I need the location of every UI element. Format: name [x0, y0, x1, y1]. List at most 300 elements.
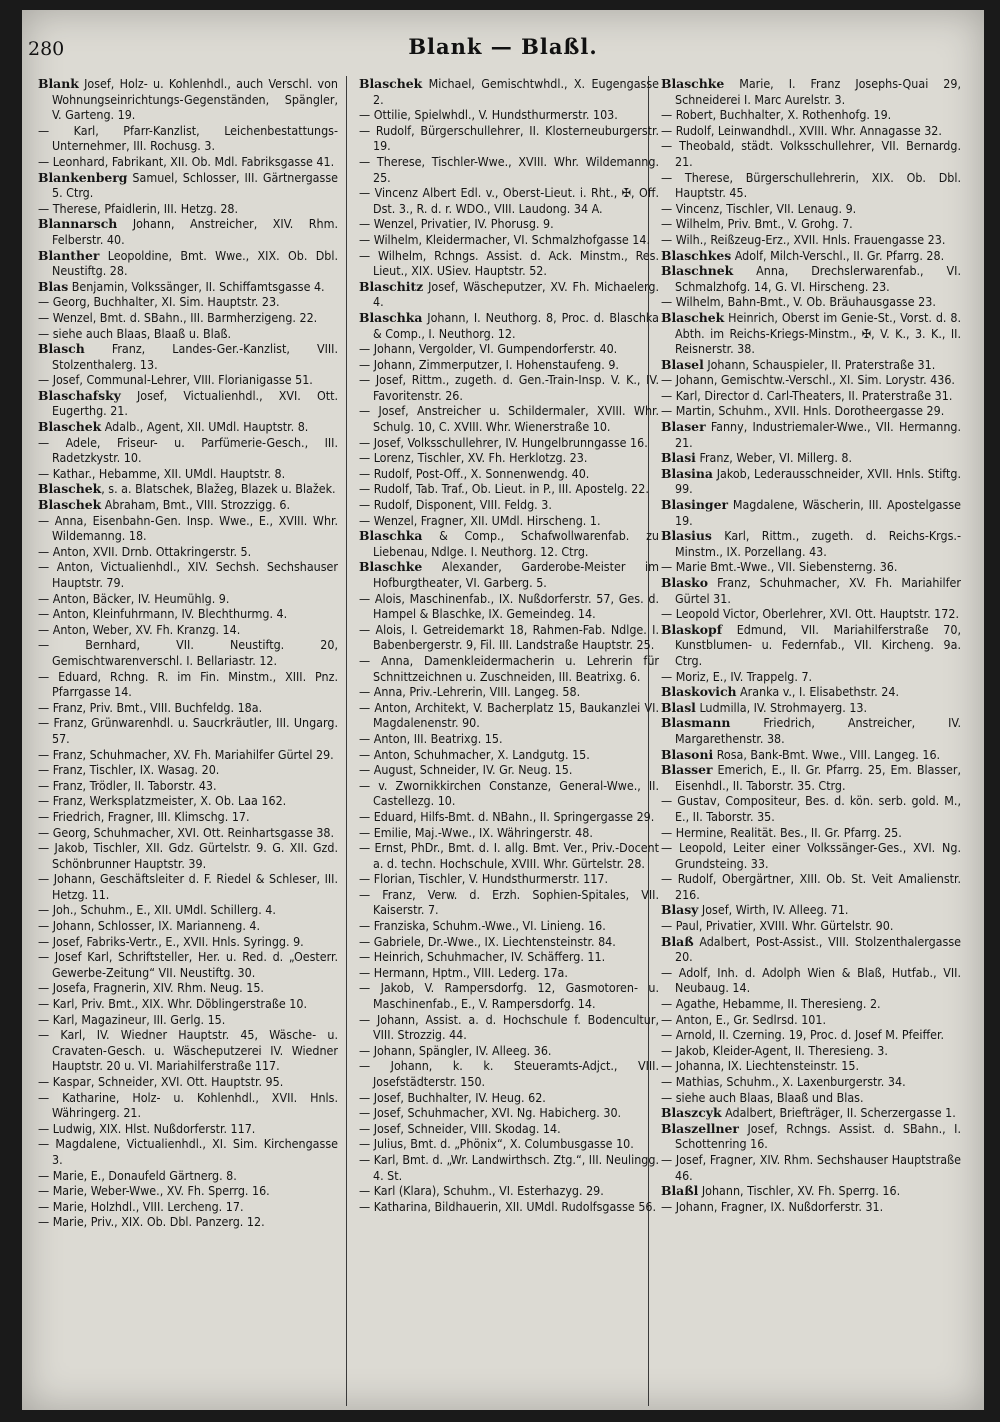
entry-text: Josef, Wäscheputzer, XV. Fh. Michaelerg. 4. [373, 278, 659, 310]
entry-text: — Franz, Trödler, II. Taborstr. 43. [38, 777, 217, 793]
entry-text: — Leopold Victor, Oberlehrer, XVI. Ott. Hauptstr. 172. [661, 606, 959, 622]
entry-text: — Anton, Kleinfuhrmann, IV. Blechthurmg. 4. [38, 606, 288, 622]
entry-text: & Comp., Schafwollwarenfab. zu Liebenau, Ndlge. I. Neuthorg. 12. Ctrg. [373, 528, 659, 559]
directory-entry [38, 996, 338, 1012]
entry-text: — Bernhard, VII. Neustiftg. 20, Gemischtwarenverschl. I. Bellariastr. 12. [38, 637, 338, 668]
directory-entry [38, 201, 338, 217]
entry-text: — Johann, Schlosser, IX. Marianneng. 4. [38, 918, 261, 934]
entry-text: — Johanna, IX. Liechtensteinstr. 15. [661, 1058, 860, 1074]
directory-entry [359, 372, 659, 403]
entry-text: — Wilhelm, Kleidermacher, VI. Schmalzhofgasse 14. [359, 231, 651, 247]
entry-text: — Marie, E., Donaufeld Gärtnerg. 8. [38, 1167, 237, 1183]
directory-entry [661, 575, 961, 606]
directory-entry [359, 731, 659, 747]
entry-text: — Anna, Eisenbahn-Gen. Insp. Wwe., E., XVIII. Whr. Wildemanng. 18. [38, 512, 338, 544]
directory-entry [38, 279, 338, 295]
directory-entry [359, 1152, 659, 1183]
entry-text: — Katharine, Holz- u. Kohlenhdl., XVII. Hnls. Währingerg. 21. [38, 1089, 338, 1121]
directory-entry [38, 793, 338, 809]
page-number: 280 [28, 38, 65, 60]
entry-text: — Jakob, Tischler, XII. Gdz. Gürtelstr. 9. G. XII. Gzd. Schönbrunner Hauptstr. 39. [38, 840, 338, 871]
entry-text: Samuel, Schlosser, III. Gärtnergasse 5. Ctrg. [52, 169, 338, 201]
directory-entry [359, 825, 659, 841]
entry-text: — Anton, Victualienhdl., XIV. Sechsh. Sechshauser Hauptstr. 79. [38, 559, 338, 590]
entry-text: Alexander, Garderobe-Meister im Hofburgtheater, VI. Garberg. 5. [373, 559, 659, 590]
entry-surname: Blas [38, 278, 69, 294]
directory-entry [38, 544, 338, 560]
directory-entry [38, 1012, 338, 1028]
entry-text: — Gustav, Compositeur, Bes. d. kön. serb. gold. M., E., II. Taborstr. 35. [661, 793, 961, 824]
entry-text: — Julius, Bmt. d. „Phönix“, X. Columbusgasse 10. [359, 1136, 634, 1152]
directory-entry [38, 310, 338, 326]
entry-text: — Georg, Schuhmacher, XVI. Ott. Reinhartsgasse 38. [38, 824, 335, 840]
entry-text: — Franz, Verw. d. Erzh. Sophien-Spitales, VII. Kaiserstr. 7. [359, 886, 659, 918]
directory-entry [661, 700, 961, 716]
directory-entry [38, 216, 338, 247]
entry-text: — Karl (Klara), Schuhm., VI. Esterhazyg. 29. [359, 1183, 604, 1199]
entry-text: — Wilhelm, Priv. Bmt., V. Grohg. 7. [661, 216, 853, 232]
directory-entry [661, 793, 961, 824]
directory-entry [661, 403, 961, 419]
entry-text: — Anton, Bäcker, IV. Heumühlg. 9. [38, 590, 230, 606]
entry-text: — Johann, k. k. Steueramts-Adjct., VIII. Josefstädterstr. 150. [359, 1058, 659, 1089]
entry-text: — Wilh., Reißzeug-Erz., XVII. Hnls. Frauengasse 23. [661, 231, 946, 247]
entry-text: — Kathar., Hebamme, XII. UMdl. Hauptstr. 8. [38, 465, 286, 481]
entry-text: — Johann, Fragner, IX. Nußdorferstr. 31. [661, 1198, 884, 1214]
directory-entry [359, 871, 659, 887]
entry-text: — Johann, Vergolder, VI. Gumpendorferstr. 40. [359, 341, 618, 357]
directory-entry [38, 513, 338, 544]
entry-text: Franz, Landes-Ger.-Kanzlist, VIII. Stolzenthalerg. 13. [52, 341, 338, 372]
directory-entry [359, 1199, 659, 1215]
directory-entry [359, 513, 659, 529]
directory-entry [359, 1043, 659, 1059]
entry-text: — Josef, Anstreicher u. Schildermaler, XVIII. Whr. Schulg. 10, C. XVIII. Whr. Wienerstraße 10. [359, 403, 659, 435]
entry-text: — Josef, Fragner, XIV. Rhm. Sechshauser Hauptstraße 46. [661, 1151, 961, 1183]
directory-entry [661, 684, 961, 700]
directory-entry [38, 497, 338, 513]
directory-entry [661, 310, 961, 357]
entry-text: — Karl, Priv. Bmt., XIX. Whr. Döblingerstraße 10. [38, 996, 307, 1012]
directory-entry [359, 700, 659, 731]
entry-surname: Blaschnek [661, 263, 734, 279]
entry-surname: Blasl [661, 699, 696, 715]
entry-surname: Blaschke [359, 559, 423, 575]
entry-text: — Rudolf, Tab. Traf., Ob. Lieut. in P., III. Apostelg. 22. [359, 481, 649, 497]
entry-text: — Rudolf, Disponent, VIII. Feldg. 3. [359, 497, 552, 513]
directory-entry [359, 279, 659, 310]
directory-entry [661, 419, 961, 450]
directory-entry [38, 918, 338, 934]
directory-entry [38, 248, 338, 279]
directory-entry [661, 107, 961, 123]
directory-entry [38, 388, 338, 419]
entry-text: — Eduard, Rchng. R. im Fin. Minstm., XIII. Pnz. Pfarrgasse 14. [38, 668, 338, 700]
entry-surname: Blasoni [661, 746, 714, 762]
entry-text: Edmund, VII. Mariahilferstraße 70, Kunstblumen- u. Federnfab., VII. Kircheng. 9a. Ctrg. [675, 621, 961, 668]
entry-text: — siehe auch Blaas, Blaaß u. Blaß. [38, 325, 232, 341]
directory-entry [661, 1027, 961, 1043]
entry-surname: Blaschafsky [38, 387, 121, 403]
entry-text: Magdalene, Wäscherin, III. Apostelgasse 19. [675, 497, 961, 528]
directory-entry [38, 825, 338, 841]
directory-page [22, 10, 984, 1410]
directory-entry [359, 528, 659, 559]
entry-surname: Blaschek [38, 481, 102, 497]
entry-text: — Vincenz, Tischler, VII. Lenaug. 9. [661, 200, 857, 216]
directory-entry [661, 840, 961, 871]
entry-text: Jakob, Lederausschneider, XVII. Hnls. Stiftg. 99. [675, 465, 961, 497]
entry-surname: Blaschek [38, 419, 102, 435]
entry-text: — Marie, Holzhdl., VIII. Lercheng. 17. [38, 1198, 244, 1214]
directory-entry [38, 123, 338, 154]
directory-entry [661, 1105, 961, 1121]
entry-text: Karl, Rittm., zugeth. d. Reichs-Krgs.-Minstm., IX. Porzellang. 43. [675, 528, 961, 559]
entry-text: — Wilhelm, Bahn-Bmt., V. Ob. Bräuhausgasse 23. [661, 294, 936, 310]
directory-entry [661, 1183, 961, 1199]
entry-text: — Katharina, Bildhauerin, XII. UMdl. Rudolfsgasse 56. [359, 1198, 657, 1214]
entry-text: — Ernst, PhDr., Bmt. d. I. allg. Bmt. Ver., Priv.-Docent a. d. techn. Hochschule, XVIII. Whr. Gürtelstr. 28. [359, 840, 659, 871]
directory-entry [661, 263, 961, 294]
entry-surname: Blasina [661, 465, 713, 481]
directory-entry [661, 1121, 961, 1152]
entry-text: — Johann, Assist. a. d. Hochschule f. Bodencultur, VIII. Strozzig. 44. [359, 1011, 659, 1043]
entry-surname: Blaß [661, 933, 694, 949]
entry-text: — Franz, Werksplatzmeister, X. Ob. Laa 162. [38, 793, 287, 809]
entry-text: Marie, I. Franz Josephs-Quai 29, Schneiderei I. Marc Aurelstr. 3. [675, 76, 961, 107]
entry-surname: Blaskopf [661, 621, 723, 637]
entry-text: — Josef Karl, Schriftsteller, Her. u. Red. d. „Oesterr. Gewerbe-Zeitung“ VII. Neustiftg. 30. [38, 949, 338, 980]
directory-entry [661, 622, 961, 669]
directory-entry [38, 481, 338, 497]
entry-text: — Adele, Friseur- u. Parfümerie-Gesch., III. Radetzkystr. 10. [38, 434, 338, 466]
entry-text: — Anna, Priv.-Lehrerin, VIII. Langeg. 58. [359, 684, 581, 700]
entry-text: Josef, Wirth, IV. Alleeg. 71. [698, 902, 849, 918]
entry-text: — Anton, XVII. Drnb. Ottakringerstr. 5. [38, 543, 252, 559]
directory-entry [359, 1058, 659, 1089]
entry-text: Michael, Gemischtwhdl., X. Eugengasse 2. [373, 76, 659, 107]
directory-entry [359, 357, 659, 373]
entry-text: Ludmilla, IV. Strohmayerg. 13. [695, 699, 868, 715]
directory-entry [359, 481, 659, 497]
entry-text: — Josef, Communal-Lehrer, VIII. Florianigasse 51. [38, 372, 313, 388]
entry-text: — Hermine, Realität. Bes., II. Gr. Pfarrg. 25. [661, 824, 902, 840]
directory-entry [38, 700, 338, 716]
directory-entry [359, 466, 659, 482]
entry-surname: Blasel [661, 356, 704, 372]
entry-text: — Wenzel, Fragner, XII. UMdl. Hirscheng. 1. [359, 512, 601, 528]
entry-surname: Blaschke [661, 76, 725, 91]
entry-text: — Anna, Damenkleidermacherin u. Lehrerin für Schnittzeichnen u. Zuschneiden, III. Beatrixg. 6. [359, 652, 659, 684]
directory-entry [38, 419, 338, 435]
directory-entry [38, 980, 338, 996]
directory-entry [38, 1168, 338, 1184]
entry-text: — Johann, Geschäftsleiter d. F. Riedel & Schleser, III. Hetzg. 11. [38, 871, 338, 902]
entry-text: — Franz, Schuhmacher, XV. Fh. Mariahilfer Gürtel 29. [38, 746, 334, 762]
entry-text: Franz, Schuhmacher, XV. Fh. Mariahilfer Gürtel 31. [675, 575, 961, 606]
entry-surname: Blasser [661, 762, 713, 778]
entry-text: — Jakob, V. Rampersdorfg. 12, Gasmotoren- u. Maschinenfab., E., V. Rampersdorfg. 14. [359, 980, 659, 1012]
entry-text: Josef, Victualienhdl., XVI. Ott. Eugerthg. 21. [52, 387, 338, 419]
directory-entry [359, 497, 659, 513]
directory-columns [30, 76, 980, 1406]
directory-entry [38, 606, 338, 622]
entry-text: — Anton, Weber, XV. Fh. Kranzg. 14. [38, 621, 241, 637]
directory-entry [359, 684, 659, 700]
entry-surname: Blaskovich [661, 684, 737, 700]
directory-column-3 [661, 76, 961, 1406]
directory-entry [38, 435, 338, 466]
directory-entry [38, 809, 338, 825]
entry-text: — Johann, Spängler, IV. Alleeg. 36. [359, 1042, 552, 1058]
entry-text: — Lorenz, Tischler, XV. Fh. Herklotzg. 23. [359, 450, 588, 466]
entry-text: Rosa, Bank-Bmt. Wwe., VIII. Langeg. 16. [713, 746, 941, 762]
directory-entry [38, 170, 338, 201]
directory-entry [359, 918, 659, 934]
directory-entry [661, 76, 961, 107]
entry-surname: Blaschka [359, 309, 423, 325]
entry-text: Josef, Holz- u. Kohlenhdl., auch Verschl. von Wohnungseinrichtungs-Gegenständen, Spängler, V. Garteng. 19. [52, 76, 338, 123]
entry-text: Adalb., Agent, XII. UMdl. Hauptstr. 8. [101, 419, 309, 435]
directory-entry [359, 622, 659, 653]
entry-text: — Josef, Schneider, VIII. Skodag. 14. [359, 1120, 561, 1136]
entry-text: — Ludwig, XIX. Hlst. Nußdorferstr. 117. [38, 1120, 256, 1136]
entry-text: — Agathe, Hebamme, II. Theresieng. 2. [661, 996, 881, 1012]
entry-surname: Blaschek [661, 309, 725, 325]
entry-text: Franz, Weber, VI. Millerg. 8. [695, 450, 853, 466]
directory-entry [661, 902, 961, 918]
entry-text: — Martin, Schuhm., XVII. Hnls. Dorotheergasse 29. [661, 403, 945, 419]
entry-text: — Josef, Volksschullehrer, IV. Hungelbrunngasse 16. [359, 434, 648, 450]
directory-entry [359, 216, 659, 232]
directory-entry [359, 965, 659, 981]
directory-entry [359, 232, 659, 248]
directory-entry [359, 341, 659, 357]
directory-entry [38, 762, 338, 778]
entry-surname: Blanther [38, 247, 100, 263]
entry-text: Fanny, Industriemaler-Wwe., VII. Hermanng. 21. [675, 419, 961, 450]
directory-entry [38, 778, 338, 794]
entry-text: — siehe auch Blaas, Blaaß und Blas. [661, 1089, 864, 1105]
entry-text: Johann, Schauspieler, II. Praterstraße 31. [703, 356, 936, 372]
directory-entry [38, 1121, 338, 1137]
entry-text: — Therese, Pfaidlerin, III. Hetzg. 28. [38, 200, 239, 216]
directory-entry [661, 1012, 961, 1028]
directory-entry [359, 107, 659, 123]
directory-entry [38, 669, 338, 700]
directory-entry [38, 840, 338, 871]
entry-text: — Johann, Zimmerputzer, I. Hohenstaufeng. 9. [359, 356, 619, 372]
directory-entry [38, 1074, 338, 1090]
entry-text: — Wenzel, Bmt. d. SBahn., III. Barmherzigeng. 22. [38, 309, 318, 325]
directory-entry [359, 591, 659, 622]
entry-text: — Rudolf, Obergärtner, XIII. Ob. St. Veit Amalienstr. 216. [661, 871, 961, 902]
directory-entry [38, 326, 338, 342]
directory-entry [661, 715, 961, 746]
entry-text: — Leopold, Leiter einer Volkssänger-Ges., XVI. Ng. Grundsteing. 33. [661, 840, 961, 871]
entry-text: Friedrich, Anstreicher, IV. Margarethenstr. 38. [675, 715, 961, 746]
entry-text: — Paul, Privatier, XVIII. Whr. Gürtelstr. 90. [661, 918, 894, 934]
entry-text: — Hermann, Hptm., VIII. Lederg. 17a. [359, 964, 568, 980]
directory-entry [359, 559, 659, 590]
directory-entry [661, 294, 961, 310]
directory-entry [661, 497, 961, 528]
directory-entry [38, 76, 338, 123]
directory-entry [38, 559, 338, 590]
directory-entry [359, 248, 659, 279]
directory-entry [661, 201, 961, 217]
entry-surname: Blasch [38, 341, 85, 357]
entry-surname: Blannarsch [38, 216, 118, 232]
directory-entry [661, 934, 961, 965]
entry-text: Aranka v., I. Elisabethstr. 24. [736, 684, 900, 700]
entry-text: , s. a. Blatschek, Blažeg, Blazek u. Blažek. [101, 481, 336, 497]
entry-text: Johann, Anstreicher, XIV. Rhm. Felberstr. 40. [52, 216, 338, 247]
directory-entry [661, 1199, 961, 1215]
entry-text: — Arnold, II. Czerning. 19, Proc. d. Josef M. Pfeiffer. [661, 1027, 945, 1043]
entry-surname: Blaser [661, 419, 706, 435]
entry-text: — Therese, Tischler-Wwe., XVIII. Whr. Wildemanng. 25. [359, 153, 659, 185]
directory-entry [38, 1027, 338, 1074]
entry-text: — Kaspar, Schneider, XVI. Ott. Hauptstr. 95. [38, 1074, 284, 1089]
entry-text: Benjamin, Volkssänger, II. Schiffamtsgasse 4. [68, 278, 325, 294]
entry-text: — Karl, Magazineur, III. Gerlg. 15. [38, 1011, 226, 1027]
entry-text: — Josef, Schuhmacher, XVI. Ng. Habicherg. 30. [359, 1105, 622, 1121]
entry-text: Adolf, Milch-Verschl., II. Gr. Pfarrg. 28. [731, 247, 945, 263]
entry-text: — Gabriele, Dr.-Wwe., IX. Liechtensteinstr. 84. [359, 933, 616, 949]
directory-entry [661, 825, 961, 841]
entry-text: — Wenzel, Privatier, IV. Phorusg. 9. [359, 216, 554, 232]
directory-entry [38, 1183, 338, 1199]
directory-entry [661, 170, 961, 201]
directory-entry [661, 232, 961, 248]
directory-entry [38, 747, 338, 763]
entry-surname: Blaszcyk [661, 1105, 722, 1121]
directory-entry [661, 871, 961, 902]
entry-text: Adalbert, Briefträger, II. Scherzergasse 1. [721, 1105, 956, 1121]
entry-surname: Blaschek [359, 76, 423, 91]
entry-text: — Alois, Maschinenfab., IX. Nußdorferstr. 57, Ges. d. Hampel & Blaschke, IX. Gemeindeg. 14. [359, 590, 659, 622]
running-head: Blank — Blaßl. [408, 34, 598, 59]
entry-text: Johann, Tischler, XV. Fh. Sperrg. 16. [698, 1183, 901, 1199]
entry-text: — Franz, Priv. Bmt., VIII. Buchfeldg. 18a. [38, 699, 263, 715]
entry-text: — Franziska, Schuhm.-Wwe., VI. Linieng. 16. [359, 918, 606, 934]
directory-entry [38, 372, 338, 388]
entry-text: — Leonhard, Fabrikant, XII. Ob. Mdl. Fabriksgasse 41. [38, 153, 335, 169]
entry-text: — Vincenz Albert Edl. v., Oberst-Lieut. i. Rht., ✠, Off. Dst. 3., R. d. r. WDO., VIII. Laudong. 34 A. [359, 185, 659, 216]
directory-entry [38, 154, 338, 170]
entry-text: — Joh., Schuhm., E., XII. UMdl. Schillerg. 4. [38, 902, 276, 918]
entry-surname: Blasmann [661, 715, 731, 731]
directory-entry [359, 1090, 659, 1106]
entry-text: — Rudolf, Leinwandhdl., XVIII. Whr. Annagasse 32. [661, 122, 942, 138]
directory-column-1 [38, 76, 338, 1406]
entry-text: — Ottilie, Spielwhdl., V. Hundsthurmerstr. 103. [359, 107, 618, 123]
entry-text: — Franz, Grünwarenhdl. u. Saucrkräutler, III. Ungarg. 57. [38, 715, 338, 746]
entry-surname: Blasius [661, 528, 712, 544]
entry-text: — Heinrich, Schuhmacher, IV. Schäfferg. 11. [359, 949, 606, 965]
directory-entry [38, 1090, 338, 1121]
entry-text: — Rudolf, Post-Off., X. Sonnenwendg. 40. [359, 465, 590, 481]
directory-entry [38, 934, 338, 950]
directory-entry [38, 294, 338, 310]
entry-text: — Jakob, Kleider-Agent, II. Theresieng. 3. [661, 1042, 888, 1058]
directory-entry [359, 1121, 659, 1137]
directory-entry [359, 1183, 659, 1199]
entry-text: — Magdalene, Victualienhdl., XI. Sim. Kirchengasse 3. [38, 1136, 338, 1167]
directory-column-2 [359, 76, 659, 1406]
entry-text: Adalbert, Post-Assist., VIII. Stolzenthalergasse 20. [675, 933, 961, 965]
entry-text: Emerich, E., II. Gr. Pfarrg. 25, Em. Blasser, Eisenhdl., II. Taborstr. 35. Ctrg. [675, 762, 961, 793]
entry-text: Josef, Rchngs. Assist. d. SBahn., I. Schottenring 16. [675, 1120, 961, 1152]
entry-text: — Emilie, Maj.-Wwe., IX. Währingerstr. 48. [359, 824, 593, 840]
directory-entry [359, 762, 659, 778]
directory-entry [359, 1105, 659, 1121]
directory-entry [359, 403, 659, 434]
directory-entry [38, 341, 338, 372]
directory-entry [38, 871, 338, 902]
directory-entry [661, 918, 961, 934]
directory-entry [661, 123, 961, 139]
directory-entry [661, 606, 961, 622]
directory-entry [661, 248, 961, 264]
entry-surname: Blaßl [661, 1183, 699, 1199]
entry-surname: Blaschkes [661, 247, 732, 263]
entry-text: — Johann, Gemischtw.-Verschl., XI. Sim. Lorystr. 436. [661, 372, 955, 388]
entry-text: Abraham, Bmt., VIII. Strozzigg. 6. [101, 497, 290, 513]
entry-text: — Josef, Buchhalter, IV. Heug. 62. [359, 1089, 546, 1105]
directory-entry [359, 310, 659, 341]
directory-entry [38, 637, 338, 668]
entry-text: — Rudolf, Bürgerschullehrer, II. Klosterneuburgerstr. 19. [359, 122, 659, 154]
directory-entry [661, 1074, 961, 1090]
directory-entry [661, 1043, 961, 1059]
directory-entry [38, 902, 338, 918]
entry-text: — Anton, E., Gr. Sedlrsd. 101. [661, 1011, 827, 1027]
entry-text: — Florian, Tischler, V. Hundsthurmerstr. 117. [359, 871, 608, 887]
entry-text: — Karl, IV. Wiedner Hauptstr. 45, Wäsche- u. Cravaten-Gesch. u. Wäscheputzerei IV. Wiedner Hauptstr. 20 u. VI. Mariahilferstraße 117. [38, 1027, 338, 1074]
directory-entry [359, 185, 659, 216]
entry-text: — Josef, Fabriks-Vertr., E., XVII. Hnls. Syringg. 9. [38, 933, 304, 949]
directory-entry [359, 980, 659, 1011]
entry-surname: Blasi [661, 450, 696, 466]
entry-text: — Friedrich, Fragner, III. Klimschg. 17. [38, 808, 250, 824]
entry-text: — Anton, III. Beatrixg. 15. [359, 730, 503, 746]
directory-entry [661, 669, 961, 685]
entry-text: — Anton, Schuhmacher, X. Landgutg. 15. [359, 746, 590, 762]
directory-entry [359, 1012, 659, 1043]
directory-entry [661, 559, 961, 575]
directory-entry [359, 435, 659, 451]
entry-text: Anna, Drechslerwarenfab., VI. Schmalzhofg. 14, G. VI. Hirscheng. 23. [675, 263, 961, 294]
entry-text: — Therese, Bürgerschullehrerin, XIX. Ob. Dbl. Hauptstr. 45. [661, 169, 961, 201]
directory-entry [661, 747, 961, 763]
entry-text: — Moriz, E., IV. Trappelg. 7. [661, 668, 813, 684]
entry-text: — Marie, Weber-Wwe., XV. Fh. Sperrg. 16. [38, 1183, 270, 1199]
entry-surname: Blankenberg [38, 169, 128, 185]
entry-text: — Adolf, Inh. d. Adolph Wien & Blaß, Hutfab., VII. Neubaug. 14. [661, 964, 961, 996]
directory-entry [661, 965, 961, 996]
directory-entry [359, 1136, 659, 1152]
directory-entry [38, 622, 338, 638]
directory-entry [38, 591, 338, 607]
entry-text: — Alois, I. Getreidemarkt 18, Rahmen-Fab. Ndlge. I. Babenbergerstr. 9, Fil. III. Landstraße Hauptstr. 25. [359, 621, 659, 653]
directory-entry [661, 388, 961, 404]
entry-surname: Blaschka [359, 528, 423, 544]
directory-entry [359, 887, 659, 918]
entry-text: — Josefa, Fragnerin, XIV. Rhm. Neug. 15. [38, 980, 264, 996]
directory-entry [359, 653, 659, 684]
